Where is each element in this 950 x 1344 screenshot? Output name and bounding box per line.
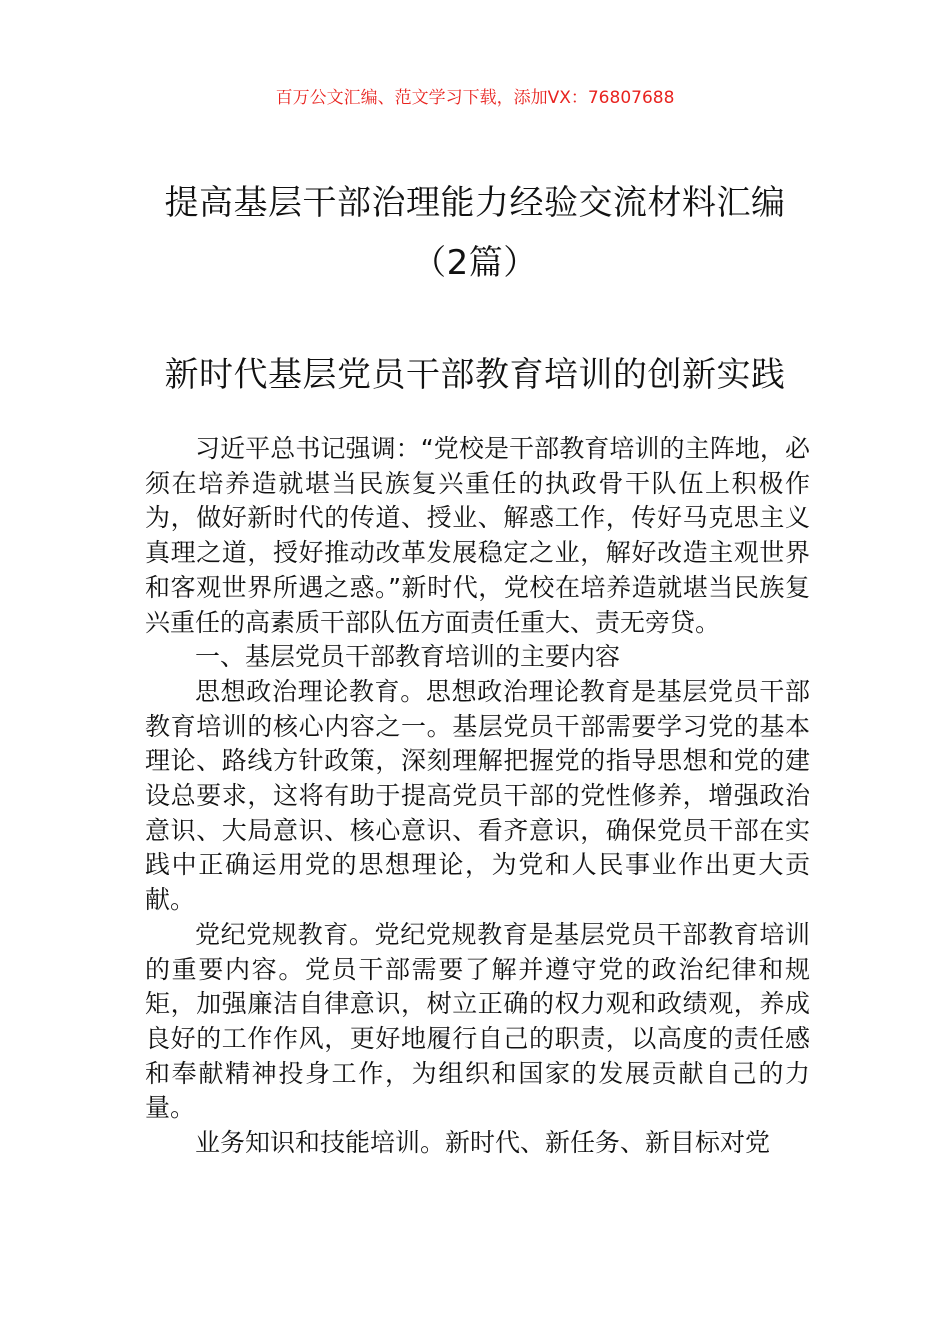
section-heading: 一、基层党员干部教育培训的主要内容 — [195, 642, 621, 672]
paragraph-intro: 习近平总书记强调：“党校是干部教育培训的主阵地，必须在培养造就堪当民族复兴重任的执政骨干队伍上积极作为，做好新时代的传道、授业、解惑工作，传好马克思主义真理之道，授好推动改革发展稳定之业，解好改造主观世界和客观世界所遇之惑。”新时代，党校在培养造就堪当民族复兴重任的高素质干部队伍方面责任重大、责无旁贷。 — [145, 434, 810, 637]
watermark-text: 百万公文汇编、范文学习下载，添加VX：76807688 — [275, 88, 675, 108]
article-body — [145, 432, 810, 1161]
article-title: 新时代基层党员干部教育培训的创新实践 — [164, 355, 786, 395]
paragraph-political-theory: 思想政治理论教育。思想政治理论教育是基层党员干部教育培训的核心内容之一。基层党员干部需要学习党的基本理论、路线方针政策，深刻理解把握党的指导思想和党的建设总要求，这将有助于提高党员干部的党性修养，增强政治意识、大局意识、核心意识、看齐意识，确保党员干部在实践中正确运用党的思想理论，为党和人民事业作出更大贡献。 — [145, 676, 810, 915]
paragraph-party-discipline: 党纪党规教育。党纪党规教育是基层党员干部教育培训的重要内容。党员干部需要了解并遵守党的政治纪律和规矩，加强廉洁自律意识，树立正确的权力观和政绩观，养成良好的工作作风，更好地履行自己的职责，以高度的责任感和奉献精神投身工作，为组织和国家的发展贡献自己的力量。 — [145, 919, 810, 1123]
document-title: 提高基层干部治理能力经验交流材料汇编 — [164, 183, 786, 223]
paragraph-skills-training: 业务知识和技能培训。新时代、新任务、新目标对党 — [195, 1128, 771, 1158]
document-article-count: （2篇） — [412, 243, 538, 283]
